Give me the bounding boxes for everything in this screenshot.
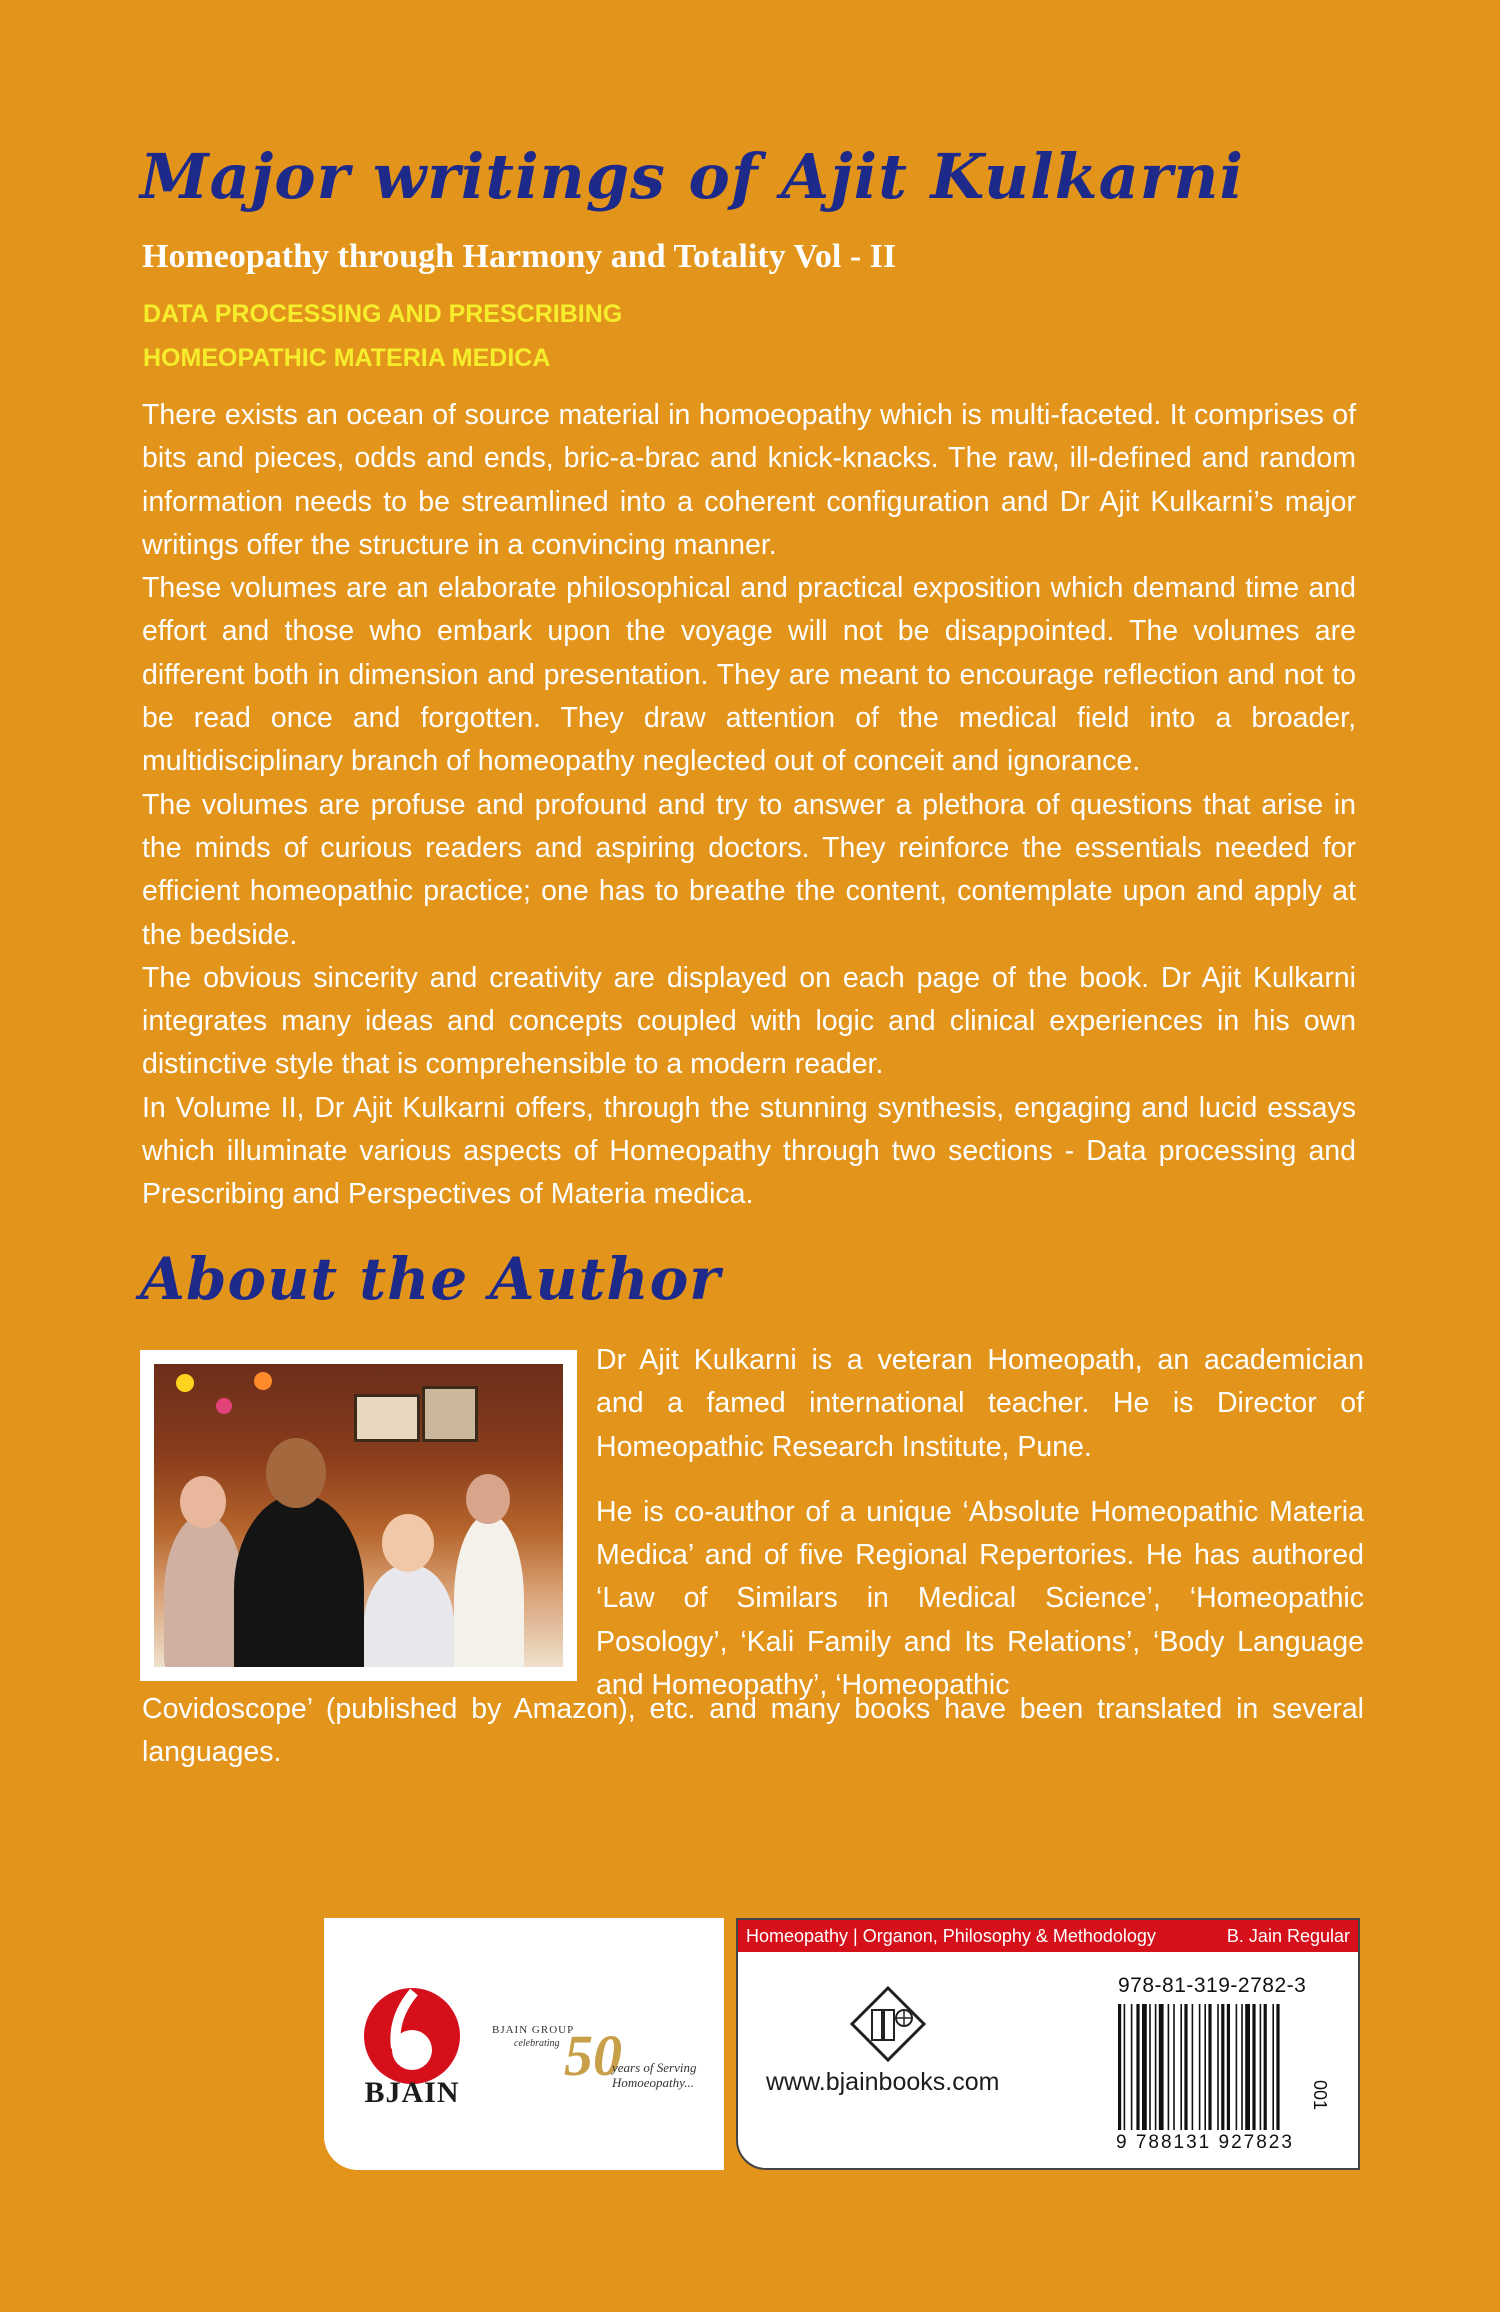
author-photo <box>140 1350 577 1681</box>
description-paragraph: The volumes are profuse and profound and try to answer a plethora of questions that arise in the minds of curious readers and aspiring doctors. They reinforce the essentials needed for efficient homeopathic practice; one has to breathe the content, contemplate upon and apply at the bedside. <box>142 788 1356 951</box>
about-author-heading: About the Author <box>140 1245 721 1313</box>
group-text: BJAIN GROUP <box>492 2024 575 2036</box>
celebrating-text: celebrating <box>514 2038 560 2049</box>
publisher-panel <box>324 1918 724 2170</box>
bjain-logo-text: BJAIN <box>364 2076 460 2109</box>
anniversary-tagline <box>612 2060 696 2090</box>
website-link[interactable]: www.bjainbooks.com <box>766 2068 1000 2096</box>
category-text: Homeopathy | Organon, Philosophy & Methodology <box>746 1926 1156 1946</box>
description-paragraph: These volumes are an elaborate philosophical and practical exposition which demand time and effort and those who embark upon the voyage will not be disappointed. The volumes are different both in dimension and presentation. They are meant to encourage reflection and not to be read once and forgotten. They draw attention of the medical field into a broader, multidisciplinary branch of homeopathy neglected out of conceit and ignorance. <box>142 572 1356 778</box>
author-bio-paragraph: He is co-author of a unique ‘Absolute Homeopathic Materia Medica’ and of five Regional Repertories. He has authored ‘Law of Similars in Medical Science’, ‘Homeopathic Posology’, ‘Kali Family and Its Relations’, ‘Body Language and Homeopathy’, ‘Homeopathic <box>596 1495 1364 1702</box>
section-subheading: DATA PROCESSING AND PRESCRIBING <box>143 300 623 328</box>
main-heading: Major writings of Ajit Kulkarni <box>140 140 1245 213</box>
book-title: Homeopathy through Harmony and Totality Vol - II <box>142 238 897 275</box>
section-subheading: HOMEOPATHIC MATERIA MEDICA <box>143 344 551 372</box>
description-paragraph: There exists an ocean of source material in homoeopathy which is multi-faceted. It comprises of bits and pieces, odds and ends, bric-a-brac and knick-knacks. The raw, ill-defined and random information needs to be streamlined into a coherent configuration and Dr Ajit Kulkarni’s major writings offer the structure in a convincing manner. <box>142 399 1356 561</box>
barcode-icon <box>1116 2004 1328 2130</box>
isbn-number: 978-81-319-2782-3 <box>1118 1974 1307 1997</box>
description-paragraph: In Volume II, Dr Ajit Kulkarni offers, through the stunning synthesis, engaging and lucid essays which illuminate various aspects of Homeopathy through two sections - Data processing and Prescribing and Perspectives of Materia medica. <box>142 1091 1356 1211</box>
author-bio-continued <box>142 1688 1364 1775</box>
author-bio-paragraph: Dr Ajit Kulkarni is a veteran Homeopath, an academician and a famed international teacher. He is Director of Homeopathic Research Institute, Pune. <box>596 1344 1364 1463</box>
author-bio-paragraph: Covidoscope’ (published by Amazon), etc. and many books have been translated in several languages. <box>142 1693 1364 1769</box>
description-paragraph: The obvious sincerity and creativity are displayed on each page of the book. Dr Ajit Kulkarni integrates many ideas and concepts coupled with logic and clinical experiences in his own distinctive style that is comprehensible to a modern reader. <box>142 961 1356 1081</box>
isbn-panel <box>736 1918 1360 2170</box>
author-bio <box>596 1339 1364 1707</box>
price-code: 001 <box>1310 2080 1330 2111</box>
category-bar <box>738 1920 1358 1952</box>
book-description <box>142 394 1356 1217</box>
tagline-line: years of Serving <box>612 2060 697 2075</box>
publisher-book-icon <box>848 1984 928 2064</box>
imprint-text: B. Jain Regular <box>1226 1926 1350 1946</box>
anniversary-number: 50 <box>564 2023 622 2088</box>
tagline-line: Homoeopathy... <box>612 2075 694 2090</box>
anniversary-badge <box>492 2016 712 2126</box>
barcode-digits: 9 788131 927823 <box>1116 2132 1294 2153</box>
